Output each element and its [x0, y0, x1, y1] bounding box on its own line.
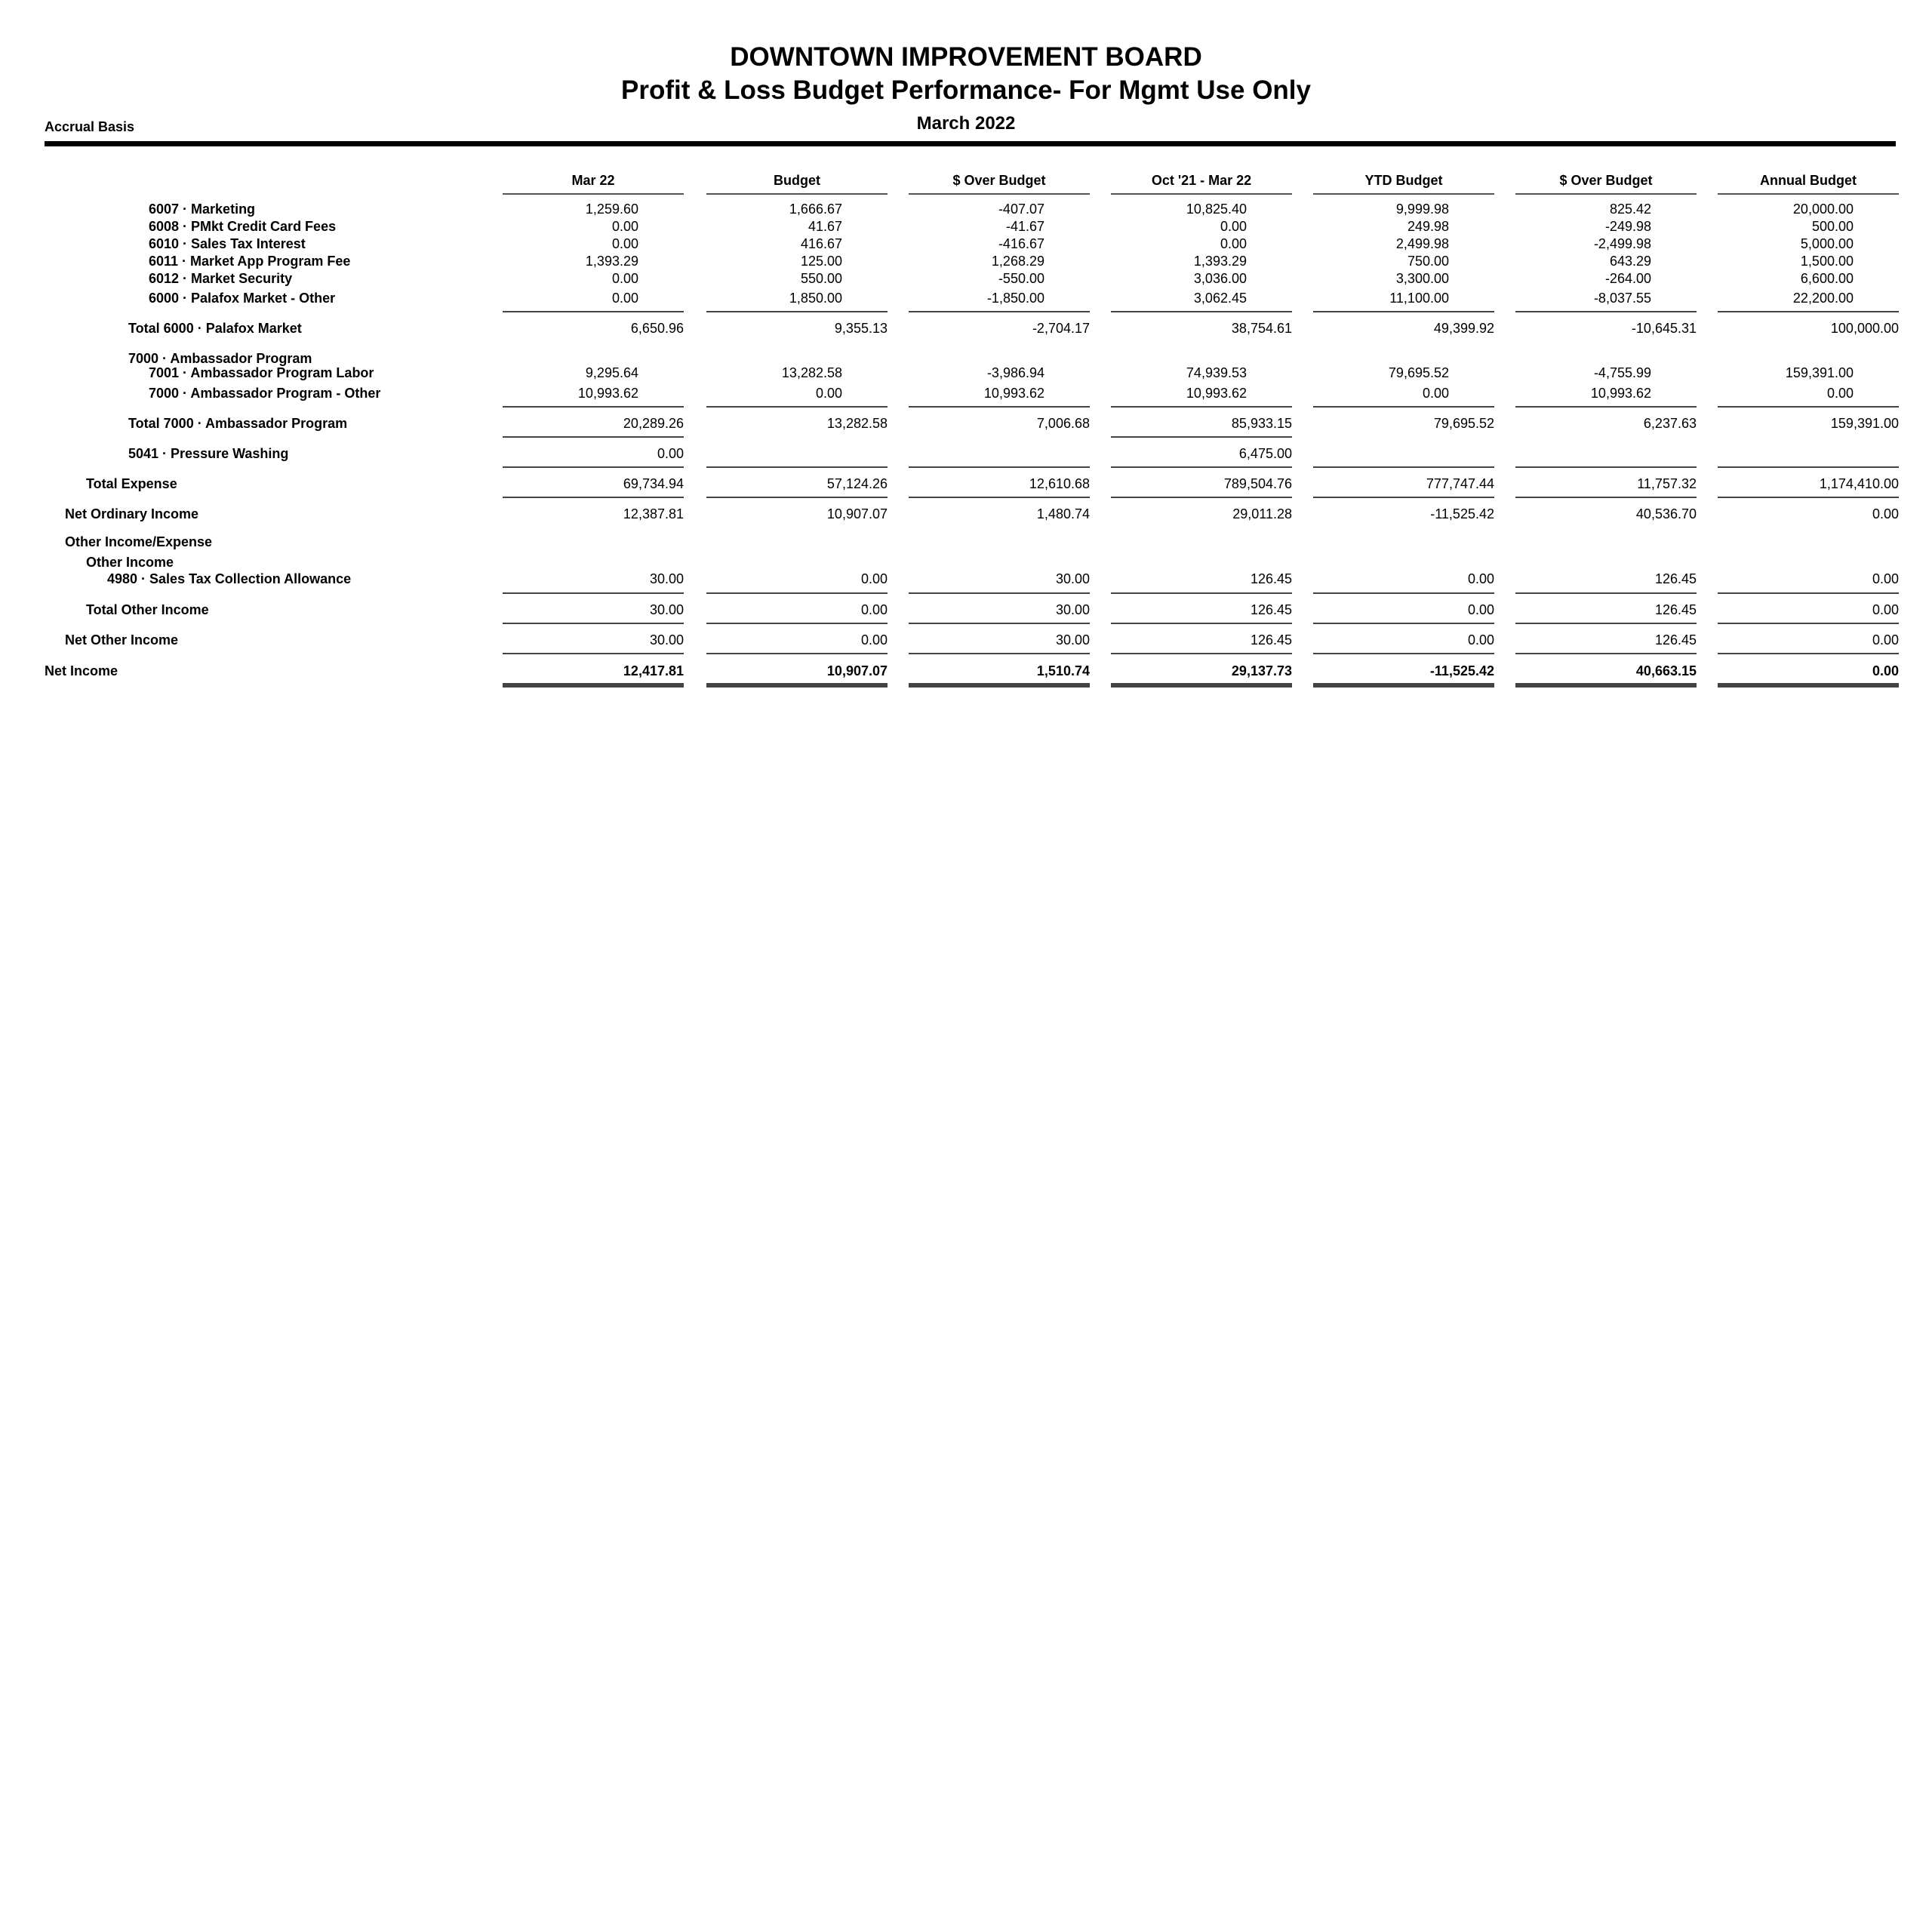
column-header: Annual Budget: [1760, 173, 1857, 188]
subtotal-rule: [1313, 406, 1494, 408]
row-value: 1,500.00: [1800, 254, 1854, 269]
row-value: -41.67: [1005, 219, 1044, 234]
row-value: 643.29: [1609, 254, 1651, 269]
subtotal-rule: [1111, 653, 1292, 654]
subtotal-rule: [1718, 406, 1899, 408]
row-value: 0.00: [1872, 602, 1899, 617]
row-value: 10,907.07: [826, 506, 888, 521]
row-value: 12,417.81: [623, 663, 684, 678]
row-value: 0.00: [611, 291, 638, 306]
row-value: 3,062.45: [1193, 291, 1247, 306]
subtotal-rule: [503, 466, 684, 468]
row-value: 0.00: [1467, 632, 1494, 648]
row-value: 10,993.62: [577, 386, 638, 401]
company-name: DOWNTOWN IMPROVEMENT BOARD: [730, 42, 1202, 72]
subtotal-rule: [1515, 592, 1697, 594]
row-value: -416.67: [998, 236, 1044, 251]
row-value: 0.00: [860, 602, 888, 617]
row-value: 2,499.98: [1395, 236, 1449, 251]
row-value: 11,100.00: [1389, 291, 1449, 306]
row-value: -407.07: [998, 202, 1044, 217]
row-value: 1,480.74: [1036, 506, 1090, 521]
row-value: 0.00: [1872, 571, 1899, 586]
row-value: 29,011.28: [1232, 506, 1292, 521]
row-value: 69,734.94: [623, 476, 684, 491]
subtotal-rule: [1111, 406, 1292, 408]
row-value: 41.67: [808, 219, 842, 234]
row-value: 0.00: [657, 446, 684, 461]
row-value: 74,939.53: [1186, 365, 1247, 380]
row-value: 6,600.00: [1800, 271, 1854, 286]
row-value: 0.00: [1467, 571, 1494, 586]
row-label: 5041 · Pressure Washing: [128, 446, 289, 461]
subtotal-rule: [1111, 497, 1292, 498]
row-label: 7000 · Ambassador Program - Other: [149, 386, 381, 401]
row-value: -2,499.98: [1593, 236, 1651, 251]
subtotal-rule: [503, 406, 684, 408]
column-header-underline: [1515, 193, 1697, 195]
row-value: 57,124.26: [826, 476, 888, 491]
column-header: Oct '21 - Mar 22: [1151, 173, 1252, 188]
subtotal-rule: [1515, 497, 1697, 498]
row-label: 6007 · Marketing: [149, 202, 256, 217]
column-header-underline: [1718, 193, 1899, 195]
row-label: Net Ordinary Income: [65, 506, 199, 521]
row-label: Total Expense: [86, 476, 177, 491]
subtotal-rule: [1111, 466, 1292, 468]
subtotal-rule: [1515, 406, 1697, 408]
row-value: 500.00: [1811, 219, 1854, 234]
subtotal-rule: [503, 497, 684, 498]
row-value: 0.00: [815, 386, 842, 401]
row-value: 6,650.96: [630, 321, 684, 336]
row-value: -10,645.31: [1631, 321, 1697, 336]
row-value: 40,663.15: [1635, 663, 1697, 678]
row-value: 3,300.00: [1395, 271, 1449, 286]
subtotal-rule: [1718, 653, 1899, 654]
row-value: -1,850.00: [986, 291, 1044, 306]
column-header-underline: [909, 193, 1090, 195]
row-value: 6,475.00: [1238, 446, 1292, 461]
double-underline: [706, 683, 888, 688]
accounting-basis: Accrual Basis: [45, 119, 135, 134]
subtotal-rule: [503, 311, 684, 312]
row-value: 7,006.68: [1036, 416, 1090, 431]
row-value: 11,757.32: [1637, 476, 1697, 491]
row-value: 0.00: [1220, 236, 1247, 251]
row-value: -550.00: [998, 271, 1044, 286]
row-value: 0.00: [1872, 632, 1899, 648]
double-underline: [1111, 683, 1292, 688]
row-value: 0.00: [611, 236, 638, 251]
column-header: Mar 22: [571, 173, 615, 188]
subtotal-rule: [1313, 311, 1494, 312]
double-underline: [909, 683, 1090, 688]
subtotal-rule: [1718, 592, 1899, 594]
subtotal-rule: [503, 592, 684, 594]
row-value: -249.98: [1604, 219, 1651, 234]
row-value: 30.00: [649, 571, 684, 586]
row-value: 10,993.62: [1186, 386, 1247, 401]
row-value: 750.00: [1407, 254, 1449, 269]
row-value: 416.67: [800, 236, 842, 251]
row-value: 159,391.00: [1830, 416, 1899, 431]
subtotal-rule: [1313, 653, 1494, 654]
row-value: 12,610.68: [1029, 476, 1090, 491]
row-label: Total 7000 · Ambassador Program: [128, 416, 348, 431]
row-value: 9,999.98: [1395, 202, 1449, 217]
row-value: 6,237.63: [1643, 416, 1697, 431]
subtotal-rule: [706, 497, 888, 498]
double-underline: [503, 683, 684, 688]
row-label: 7000 · Ambassador Program: [128, 351, 312, 366]
subtotal-rule: [1111, 592, 1292, 594]
row-value: 3,036.00: [1193, 271, 1247, 286]
row-label: Total Other Income: [86, 602, 209, 617]
column-header: $ Over Budget: [1559, 173, 1653, 188]
row-value: 1,174,410.00: [1819, 476, 1899, 491]
row-label: Other Income: [86, 555, 174, 570]
row-value: 13,282.58: [781, 365, 842, 380]
row-label: Other Income/Expense: [65, 534, 213, 549]
row-value: 9,295.64: [585, 365, 638, 380]
row-label: Net Other Income: [65, 632, 179, 648]
row-value: 1,666.67: [789, 202, 842, 217]
subtotal-rule: [706, 466, 888, 468]
header-rule: [45, 141, 1896, 146]
row-value: 0.00: [860, 632, 888, 648]
row-value: 10,993.62: [1590, 386, 1651, 401]
row-label: 7001 · Ambassador Program Labor: [149, 365, 374, 380]
row-value: 126.45: [1654, 571, 1697, 586]
subtotal-rule: [1313, 497, 1494, 498]
row-value: 550.00: [800, 271, 842, 286]
row-value: -11,525.42: [1430, 506, 1494, 521]
row-value: 1,393.29: [585, 254, 638, 269]
row-value: 126.45: [1250, 571, 1292, 586]
subtotal-rule: [706, 311, 888, 312]
column-header: $ Over Budget: [952, 173, 1046, 188]
row-value: 79,695.52: [1433, 416, 1494, 431]
row-value: 30.00: [1055, 602, 1090, 617]
row-label: Total 6000 · Palafox Market: [128, 321, 302, 336]
row-label: 6008 · PMkt Credit Card Fees: [149, 219, 337, 234]
subtotal-rule: [1313, 623, 1494, 624]
row-label: 6000 · Palafox Market - Other: [149, 291, 336, 306]
row-value: 0.00: [1826, 386, 1854, 401]
row-value: 1,850.00: [789, 291, 842, 306]
row-value: 125.00: [800, 254, 842, 269]
subtotal-rule: [503, 653, 684, 654]
row-label: 6011 · Market App Program Fee: [149, 254, 351, 269]
row-value: 126.45: [1654, 602, 1697, 617]
subtotal-rule: [909, 406, 1090, 408]
row-value: 5,000.00: [1800, 236, 1854, 251]
subtotal-rule: [1111, 436, 1292, 438]
column-header: Budget: [774, 173, 820, 188]
row-value: 10,825.40: [1186, 202, 1247, 217]
row-value: -264.00: [1604, 271, 1651, 286]
subtotal-rule: [1313, 466, 1494, 468]
report-title: Profit & Loss Budget Performance- For Mgmt Use Only: [621, 75, 1311, 105]
double-underline: [1718, 683, 1899, 688]
row-value: 1,393.29: [1193, 254, 1247, 269]
row-value: 0.00: [611, 271, 638, 286]
subtotal-rule: [1515, 623, 1697, 624]
row-value: 10,993.62: [983, 386, 1044, 401]
row-value: 9,355.13: [834, 321, 888, 336]
subtotal-rule: [1313, 592, 1494, 594]
row-value: 10,907.07: [826, 663, 888, 678]
column-header-underline: [1313, 193, 1494, 195]
subtotal-rule: [706, 623, 888, 624]
row-value: 1,259.60: [585, 202, 638, 217]
row-value: -8,037.55: [1593, 291, 1651, 306]
row-value: 249.98: [1407, 219, 1449, 234]
row-label: 4980 · Sales Tax Collection Allowance: [107, 571, 352, 586]
row-label: 6012 · Market Security: [149, 271, 293, 286]
subtotal-rule: [1111, 623, 1292, 624]
row-label: 6010 · Sales Tax Interest: [149, 236, 306, 251]
subtotal-rule: [1515, 653, 1697, 654]
column-header-underline: [706, 193, 888, 195]
row-value: 825.42: [1609, 202, 1651, 217]
row-value: 38,754.61: [1231, 321, 1292, 336]
subtotal-rule: [1515, 466, 1697, 468]
row-value: 30.00: [649, 602, 684, 617]
row-label: Net Income: [45, 663, 118, 678]
subtotal-rule: [706, 592, 888, 594]
row-value: 22,200.00: [1792, 291, 1854, 306]
row-value: 12,387.81: [623, 506, 684, 521]
row-value: -3,986.94: [986, 365, 1044, 380]
subtotal-rule: [1718, 466, 1899, 468]
subtotal-rule: [909, 653, 1090, 654]
subtotal-rule: [909, 623, 1090, 624]
row-value: 0.00: [1872, 663, 1899, 678]
column-header-underline: [503, 193, 684, 195]
subtotal-rule: [909, 497, 1090, 498]
subtotal-rule: [503, 436, 684, 438]
row-value: 126.45: [1250, 632, 1292, 648]
double-underline: [1515, 683, 1697, 688]
row-value: 20,289.26: [623, 416, 684, 431]
row-value: 20,000.00: [1792, 202, 1854, 217]
row-value: 0.00: [1422, 386, 1449, 401]
report-period: March 2022: [916, 113, 1016, 134]
column-header-underline: [1111, 193, 1292, 195]
subtotal-rule: [909, 466, 1090, 468]
row-value: 126.45: [1250, 602, 1292, 617]
subtotal-rule: [1718, 623, 1899, 624]
subtotal-rule: [909, 311, 1090, 312]
subtotal-rule: [1515, 311, 1697, 312]
row-value: 49,399.92: [1433, 321, 1494, 336]
row-value: 1,510.74: [1036, 663, 1090, 678]
subtotal-rule: [706, 653, 888, 654]
row-value: 85,933.15: [1231, 416, 1292, 431]
row-value: 789,504.76: [1223, 476, 1292, 491]
row-value: 0.00: [1872, 506, 1899, 521]
subtotal-rule: [503, 623, 684, 624]
row-value: 40,536.70: [1635, 506, 1697, 521]
subtotal-rule: [1718, 497, 1899, 498]
subtotal-rule: [706, 406, 888, 408]
row-value: 0.00: [860, 571, 888, 586]
row-value: 159,391.00: [1785, 365, 1854, 380]
row-value: 0.00: [1467, 602, 1494, 617]
row-value: 777,747.44: [1426, 476, 1494, 491]
row-value: 126.45: [1654, 632, 1697, 648]
row-value: 0.00: [611, 219, 638, 234]
row-value: 29,137.73: [1231, 663, 1292, 678]
double-underline: [1313, 683, 1494, 688]
row-value: -11,525.42: [1429, 663, 1494, 678]
row-value: 30.00: [1055, 632, 1090, 648]
row-value: 13,282.58: [826, 416, 888, 431]
row-value: 1,268.29: [991, 254, 1044, 269]
subtotal-rule: [909, 592, 1090, 594]
row-value: -2,704.17: [1032, 321, 1090, 336]
subtotal-rule: [1111, 311, 1292, 312]
row-value: 79,695.52: [1388, 365, 1449, 380]
row-value: 30.00: [649, 632, 684, 648]
column-header: YTD Budget: [1364, 173, 1443, 188]
row-value: 0.00: [1220, 219, 1247, 234]
row-value: -4,755.99: [1593, 365, 1651, 380]
row-value: 100,000.00: [1830, 321, 1899, 336]
row-value: 30.00: [1055, 571, 1090, 586]
subtotal-rule: [1718, 311, 1899, 312]
